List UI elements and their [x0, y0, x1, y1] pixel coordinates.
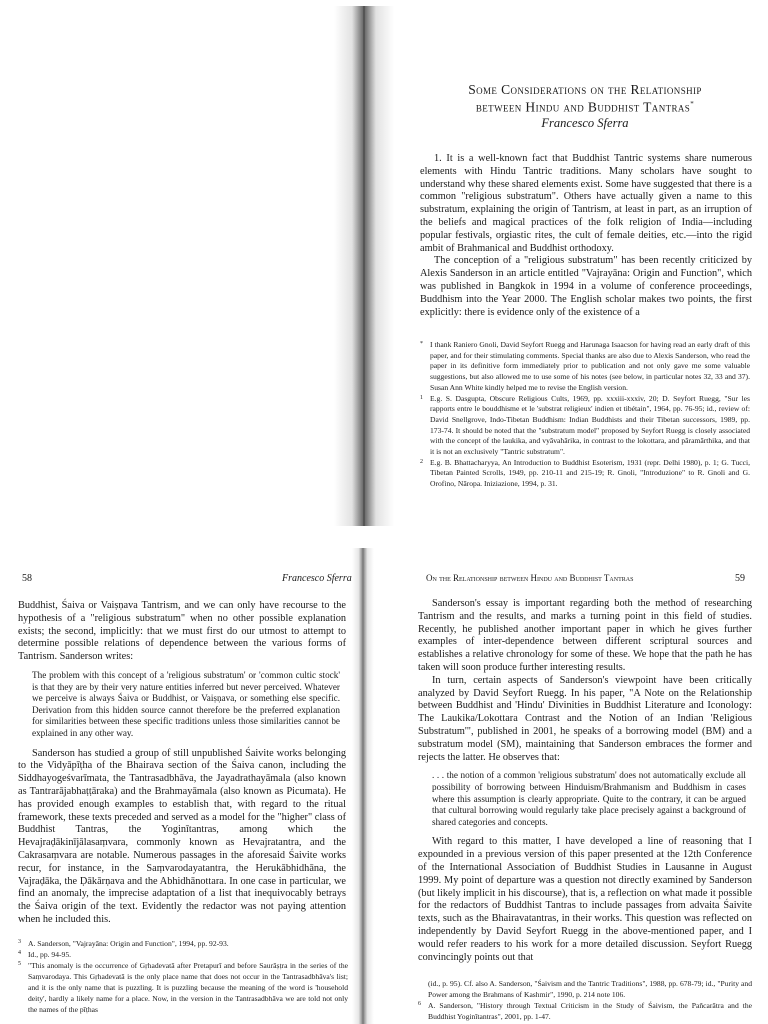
article-title: [420, 82, 750, 115]
footnote-text: "This anomaly is the occurrence of Gṛhadevatā after Pretapurī and before Saurāṣṭra in the series of the Saṃvarodaya. This Gṛhadevatā is the only place name that does not occur in the Tantrasadbhāva's list; and it is the only name that is puzzling. It is puzzling because the meaning of the word is 'household deity', hardly a likely name for a place. Now, in the version in the Tantrasadbhāva we are told not only the names of the pīṭhas: [28, 961, 348, 1014]
footnote-mark: 1: [420, 394, 423, 401]
footnote-text: (id., p. 95). Cf. also A. Sanderson, "Śaivism and the Tantric Traditions", 1988, pp. 678-79; id., "Purity and Power among the Brahmans of Kashmir", 1990, p. 214 note 106.: [428, 979, 752, 999]
footnote-text: E.g. B. Bhattacharyya, An Introduction to Buddhist Esoterism, 1931 (repr. Delhi 1980), p. 1; G. Tucci, Tibetan Painted Scrolls, 1949, pp. 210-11 and 215-19; R. Gnoli, "Introduzione" to R. Gnoli and G. Orofino, Nāropa. Iniziazione, 1994, p. 31.: [430, 457, 750, 489]
left-page-body: [18, 600, 346, 927]
body-paragraph: The conception of a "religious substratum" has been recently criticized by Alexis Sanderson in an article entitled "Vajrayāna: Origin and Function", which was published in Bangkok in 1994 in a volume of conference proceedings, Buddhism into the Year 2000. The English scholar makes two points, the first explicitly: there is evidence only of the existence of a: [420, 255, 752, 318]
footnote: [18, 938, 348, 949]
footnotes: [420, 340, 750, 490]
block-quote: . . . the notion of a common 'religious substratum' does not automatically exclude all possibility of borrowing between Hinduism/Brahmanism and Buddhism in cases where this assumption is clearly appropriate. Quite to the contrary, it can be argued that cultural borrowing would regularly take place precisely against a background of shared categories and concepts.: [432, 770, 746, 827]
title-footnote-mark: *: [690, 100, 695, 108]
footnote-mark: 4: [18, 950, 21, 956]
footnote-text: I thank Raniero Gnoli, David Seyfort Ruegg and Harunaga Isaacson for having read an early draft of this paper, and for their stimulating comments. Special thanks are also due to Alexis Sanderson, who read the paper in its definitive form immediately prior to publication and not only gave me some valuable suggestions, but also allowed me to use some of his notes (see below, in particular notes 32, 33 and 37). Susan Ann White kindly helped me to revise the English version.: [430, 340, 750, 392]
footnotes: [418, 978, 752, 1022]
footnote: [420, 340, 750, 394]
footnote-text: A. Sanderson, "History through Textual Criticism in the Study of Śaivism, the Pañcarātra and the Buddhist Yoginītantras", 2001, pp. 1-47.: [428, 1001, 752, 1021]
footnote-text: E.g. S. Dasgupta, Obscure Religious Cults, 1969, pp. xxxiii-xxxiv, 20; D. Seyfort Ruegg, "Sur les rapports entre le bouddhisme et le 'substrat religieux' indien et tibétain", 1964, pp. 76-95; id., review of: David Snellgrove, Indo-Tibetan Buddhism: Indian Buddhists and their Tibetan successors, 1989, pp. 173-74. It should be noted that the "substratum model" proposed by Seyfort Ruegg is closely associated with the concept of the laukika, and vyāvahārika, in contrast to the lokottara, and pāramārthika, and that it is not an exclusively "Tantric substratum".: [430, 393, 750, 457]
running-head: On the Relationship between Hindu and Buddhist Tantras: [426, 573, 634, 583]
body-paragraph: Buddhist, Śaiva or Vaiṣṇava Tantrism, and we can only have recourse to the hypothesis of a "religious substratum" when no other possible explanation exists; the second, implicitly: that we must first do our utmost to attempt to determine possible relations of dependence between the various forms of Tantrism. Sanderson writes:: [18, 600, 346, 663]
footnote: [418, 978, 752, 1000]
title-line-1: Some Considerations on the Relationship: [468, 82, 702, 97]
footnotes: [18, 938, 348, 1015]
footnote-mark: 3: [18, 939, 21, 945]
body-paragraph: Sanderson has studied a group of still unpublished Śaivite works belonging to the Vidyāpīṭha of the Bhairava section of the Śaiva canon, including the Siddhayogeśvarīmata, the Tantrasadbhāva, the Jayadrathayāmala (also known as Tantrarājabhaṭṭāraka) and the Brahmayāmala (also known as Picumata). He has provided enough examples to establish that, with regard to the ritual framework, these texts preceded and served as a model for the "higher" class of Buddhist Tantras, the Yoginītantras, among which the Hevajraḍākinījālasaṃvara, commonly known as Hevajratantra, and the Cakrasaṃvara are notable. Numerous passages in the aforesaid Śaivite works recur, for instance, in the Saṃvarodayatantra, the Herukābhidhāna, the Vajraḍāka, the Ḍākārṇava and the Abhidhānottara. In one case in particular, we find an anomaly, the imprecise adaptation of a list that inequivocably betrays the Śaiva origin of the text. Evidently the redactor was not paying attention when he included this.: [18, 747, 346, 925]
book-spine-shadow: [352, 548, 374, 1024]
book-spine-shadow: [334, 6, 394, 526]
author-name: Francesco Sferra: [541, 116, 629, 130]
right-page-body: [418, 598, 752, 964]
running-head: Francesco Sferra: [282, 573, 352, 584]
body-paragraph: With regard to this matter, I have developed a line of reasoning that I expounded in a previous version of this paper presented at the 12th Conference of the International Association of Buddhist Studies in Lausanne in August 1999. My point of departure was a question not directly examined by Sanderson (but likely implicit in his discourse), that is, a reflection on what made it possible for the redactors of Buddhist Tantras to include passages from advaita Śaivite texts, such as the Bhairavatantras, in their works. This question was reflected on independently by David Seyfort Ruegg in the above-mentioned paper, and I would refer readers to his work for a more detailed discussion. Seyfort Ruegg convincingly points out that: [418, 836, 753, 963]
block-quote: The problem with this concept of a 'religious substratum' or 'common cultic stock' is that they are by their very nature entities inferred but never perceived. Whatever we perceive is always Śaiva or Buddhist, or Vaiṣṇava, or something else specific. Derivation from this hidden source cannot therefore be the preferred explanation for similarities between these specific traditions unless those similarities cannot be explained in any other way.: [32, 669, 340, 738]
page-number: 58: [22, 573, 32, 584]
footnote: [18, 949, 348, 960]
footnote: [418, 1000, 752, 1022]
footnote: [420, 394, 750, 458]
footnote-text: Id., pp. 94-95.: [28, 950, 72, 959]
page-number: 59: [735, 573, 745, 584]
body-paragraph: In turn, certain aspects of Sanderson's viewpoint have been critically analyzed by David Seyfort Ruegg. In his paper, "A Note on the Relationship between Buddhist and 'Hindu' Divinities in Buddhist Literature and Iconology: The Laukika/Lokottara Contrast and the Notion of an Indian 'Religious Substratum'", published in 2001, he speaks of a borrowing model (BM) and a substratum model (SM), maintaining that Sanderson embraces the former and rejects the latter. He observes that:: [418, 674, 752, 763]
footnote-mark: 2: [420, 458, 423, 465]
body-paragraph: Sanderson's essay is important regarding both the method of researching Tantrism and the results, and marks a turning point in this field of studies. Recently, he published another important paper in which he gives further examples of inter-dependence between different scriptural sources and establishes a relative chronology for some of these. We hope that the path he has taken will soon produce further interesting results.: [418, 598, 752, 673]
footnote: [18, 960, 348, 1015]
footnote-mark: 6: [418, 1001, 421, 1007]
title-line-2: between Hindu and Buddhist Tantras: [475, 99, 691, 115]
footnote: [420, 458, 750, 490]
footnote-mark: 5: [18, 961, 21, 967]
footnote-text: A. Sanderson, "Vajrayāna: Origin and Function", 1994, pp. 92-93.: [28, 939, 229, 948]
article-body: [420, 153, 752, 319]
footnote-mark: *: [420, 341, 423, 347]
body-paragraph: 1. It is a well-known fact that Buddhist Tantric systems share numerous elements with Hindu Tantric traditions. Many scholars have sought to understand why these shared elements exist. Some have suggested that there is a common "religious substratum". Others have actually given a name to this substratum, explaining the origin of Tantrism, at least in part, as an irruption of the beliefs and magical practices of the folk religion of India—including popular festivals, orgiastic rites, the cult of female deities, etc.—into the rigid ambit of Brahmanical and Buddhist orthodoxy.: [420, 153, 752, 254]
